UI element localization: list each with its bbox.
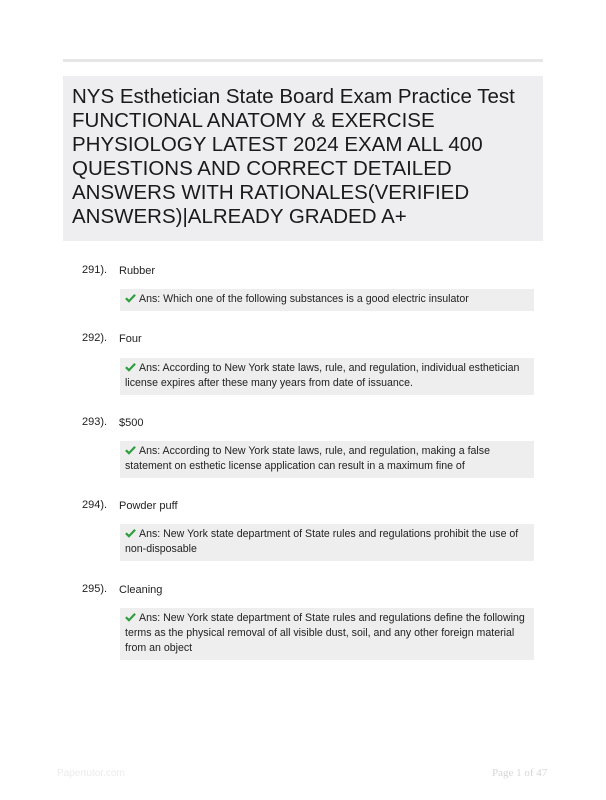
rationale-text: Ans: New York state department of State rules and regulations define the following terms as the physical removal of all visible dust, soil, and any other foreign material from an object (125, 612, 525, 654)
answer-rationale-box (120, 608, 534, 660)
answer-text: $500 (119, 417, 144, 429)
answer-text: Rubber (119, 265, 156, 277)
rationale-text: Ans: According to New York state laws, rule, and regulation, making a false statement on esthetic license application can result in a maximum fine of (125, 445, 490, 472)
answer-rationale-box (120, 289, 534, 311)
check-icon (125, 445, 136, 455)
answer-text: Four (119, 333, 142, 345)
rationale-text: Ans: Which one of the following substances is a good electric insulator (139, 293, 469, 305)
rationale-text: Ans: New York state department of State rules and regulations prohibit the use of non-disposable (125, 528, 519, 555)
answer-rationale-box (120, 358, 534, 395)
document-title: NYS Esthetician State Board Exam Practice Test FUNCTIONAL ANATOMY & EXERCISE PHYSIOLOGY LATEST 2024 EXAM ALL 400 QUESTIONS AND CORRECT DETAILED ANSWERS WITH RATIONALES(VERIFIED ANSWERS)|ALREADY GRADED A+ (72, 85, 515, 228)
check-icon (125, 528, 136, 538)
question-number: 294). (82, 499, 108, 511)
question-number: 292). (82, 332, 108, 344)
question-number: 293). (82, 416, 108, 428)
check-icon (125, 612, 136, 622)
footer-page-number: Page 1 of 47 (492, 767, 548, 779)
title-banner (63, 76, 543, 241)
answer-rationale-box (120, 524, 534, 561)
footer-site-watermark: Papertutor.com (57, 768, 125, 779)
rationale-text: Ans: According to New York state laws, rule, and regulation, individual esthetician license expires after these many years from date of issuance. (125, 362, 520, 389)
answer-text: Cleaning (119, 584, 163, 596)
answer-text: Powder puff (119, 500, 178, 512)
check-icon (125, 293, 136, 303)
question-number: 291). (82, 264, 108, 276)
top-divider (63, 59, 543, 62)
question-number: 295). (82, 583, 108, 595)
check-icon (125, 362, 136, 372)
answer-rationale-box (120, 441, 534, 478)
